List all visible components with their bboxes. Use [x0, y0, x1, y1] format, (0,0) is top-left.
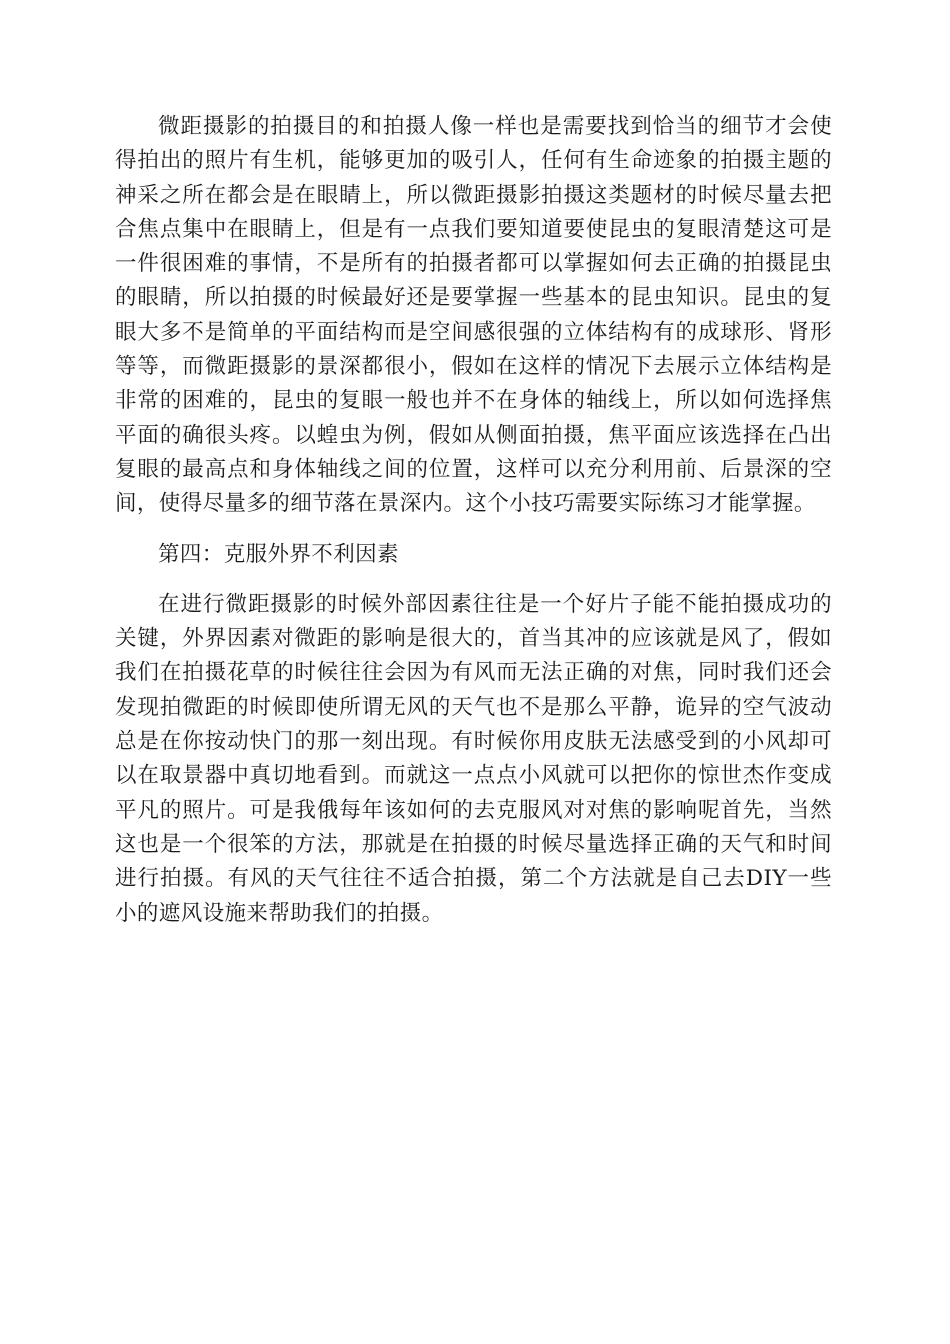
body-paragraph: 在进行微距摄影的时候外部因素往往是一个好片子能不能拍摄成功的关键，外界因素对微距的影响是很大的，首当其冲的应该就是风了，假如我们在拍摄花草的时候往往会因为有风而无法正确的对焦，同时我们还会发现拍微距的时候即使所谓无风的天气也不是那么平静，诡异的空气波动总是在你按动快门的那一刻出现。有时候你用皮肤无法感受到的小风却可以在取景器中真切地看到。而就这一点点小风就可以把你的惊世杰作变成平凡的照片。可是我俄每年该如何的去克服风对对焦的影响呢首先，当然这也是一个很笨的方法，那就是在拍摄的时候尽量选择正确的天气和时间进行拍摄。有风的天气往往不适合拍摄，第二个方法就是自己去DIY一些小的遮风设施来帮助我们的拍摄。 — [115, 591, 832, 926]
body-paragraph: 微距摄影的拍摄目的和拍摄人像一样也是需要找到恰当的细节才会使得拍出的照片有生机，能够更加的吸引人，任何有生命迹象的拍摄主题的神采之所在都会是在眼睛上，所以微距摄影拍摄这类题材的时候尽量去把合焦点集中在眼睛上，但是有一点我们要知道要使昆虫的复眼清楚这可是一件很困难的事情，不是所有的拍摄者都可以掌握如何去正确的拍摄昆虫的眼睛，所以拍摄的时候最好还是要掌握一些基本的昆虫知识。昆虫的复眼大多不是简单的平面结构而是空间感很强的立体结构有的成球形、肾形等等，而微距摄影的景深都很小，假如在这样的情况下去展示立体结构是非常的困难的，昆虫的复眼一般也并不在身体的轴线上，所以如何选择焦平面的确很头疼。以蝗虫为例，假如从侧面拍摄，焦平面应该选择在凸出复眼的最高点和身体轴线之间的位置，这样可以充分利用前、后景深的空间，使得尽量多的细节落在景深内。这个小技巧需要实际练习才能掌握。 — [115, 114, 832, 517]
section-heading: 第四：克服外界不利因素 — [158, 541, 399, 567]
document-body — [115, 110, 832, 931]
